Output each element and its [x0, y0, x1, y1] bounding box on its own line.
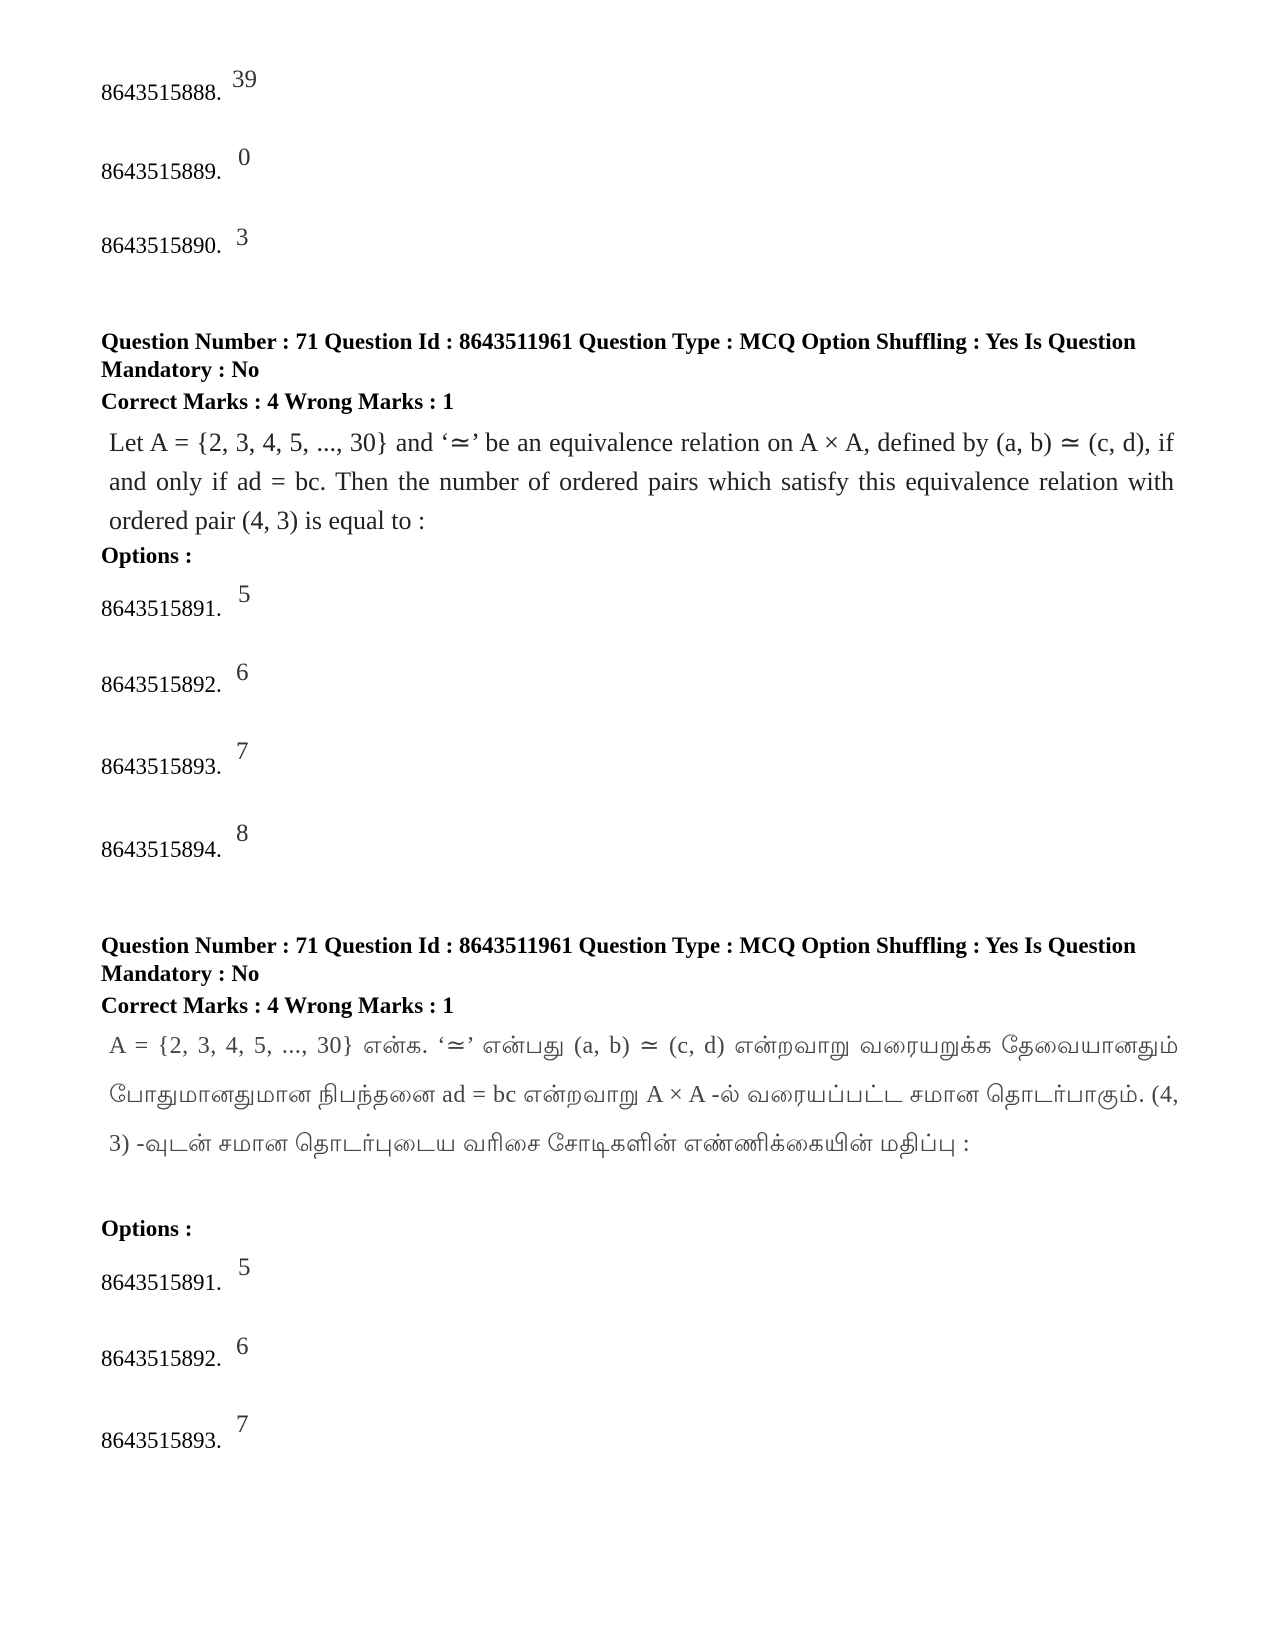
- option-value: 5: [238, 1254, 251, 1281]
- option-value: 39: [232, 66, 257, 93]
- option-id: 8643515894.: [101, 837, 222, 862]
- question-text: A = {2, 3, 4, 5, ..., 30} என்க. ‘≃’ என்பது (a, b) ≃ (c, d) என்றவாறு வரையறுக்க தேவையானதும் போதுமானதுமான நிபந்தனை ad = bc என்றவாறு A × A -ல் வரையப்பட்ட சமான தொடர்பாகும். (4, 3) -வுடன் சமான தொடர்புடைய வரிசை சோடிகளின் எண்ணிக்கையின் மதிப்பு :: [109, 1033, 1179, 1157]
- option-id: 8643515888.: [101, 80, 222, 105]
- option-value: 7: [236, 1411, 249, 1438]
- question-header: Question Number : 71 Question Id : 8643511961 Question Type : MCQ Option Shuffling : Yes Is Question Mandatory : No: [101, 933, 1136, 986]
- options-label: Options :: [101, 1216, 193, 1241]
- option-id: 8643515892.: [101, 672, 222, 697]
- option-id: 8643515889.: [101, 159, 222, 184]
- question-header: Question Number : 71 Question Id : 8643511961 Question Type : MCQ Option Shuffling : Yes Is Question Mandatory : No: [101, 329, 1136, 382]
- option-id: 8643515893.: [101, 1428, 222, 1453]
- option-id: 8643515892.: [101, 1346, 222, 1371]
- marks-line: Correct Marks : 4 Wrong Marks : 1: [101, 389, 454, 414]
- option-value: 6: [236, 1333, 249, 1360]
- options-label: Options :: [101, 543, 193, 568]
- option-value: 7: [236, 738, 249, 765]
- option-id: 8643515893.: [101, 754, 222, 779]
- option-id: 8643515891.: [101, 1270, 222, 1295]
- option-value: 0: [238, 144, 251, 171]
- option-value: 5: [238, 581, 251, 608]
- option-value: 3: [236, 224, 249, 251]
- option-value: 6: [236, 659, 249, 686]
- option-id: 8643515891.: [101, 596, 222, 621]
- question-text: Let A = {2, 3, 4, 5, ..., 30} and ‘≃’ be an equivalence relation on A × A, defined by (a, b) ≃ (c, d), if and only if ad = bc. Then the number of ordered pairs which satisfy this equivalence relation with ordered pair (4, 3) is equal to :: [109, 428, 1174, 535]
- marks-line: Correct Marks : 4 Wrong Marks : 1: [101, 993, 454, 1018]
- option-id: 8643515890.: [101, 233, 222, 258]
- option-value: 8: [236, 820, 249, 847]
